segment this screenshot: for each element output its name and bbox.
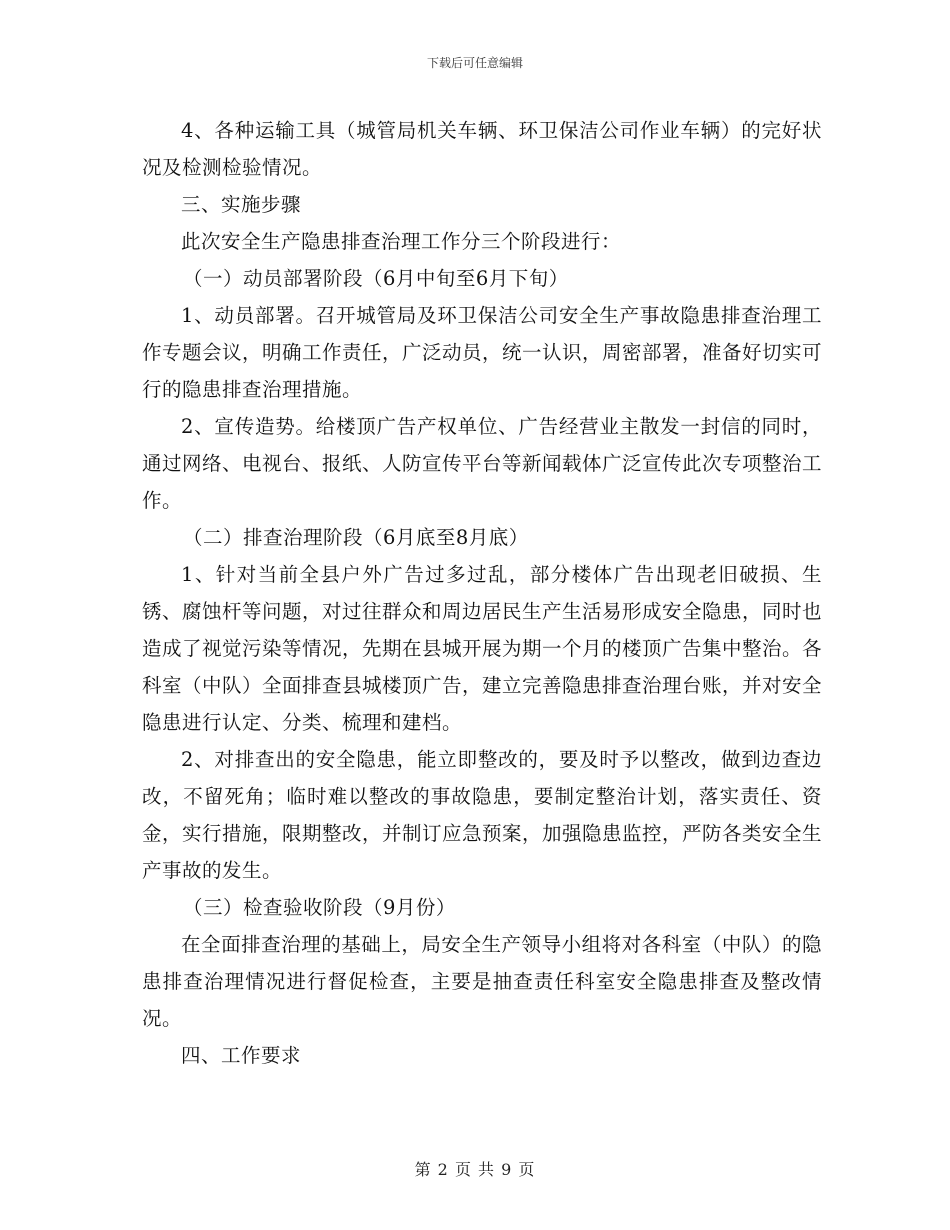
- subheading-acceptance-stage: （三）检查验收阶段（9月份）: [182, 896, 456, 919]
- page-header-note: 下载后可任意编辑: [426, 56, 523, 70]
- paragraph-publicity: 2、宣传造势。给楼顶广告产权单位、广告经营业主散发一封信的同时，通过网络、电视台、报纸、人防宣传平台等新闻载体广泛宣传此次专项整治工作。: [142, 415, 823, 512]
- document-body: [142, 112, 822, 1074]
- page-number: 第 2 页 共 9 页: [414, 1160, 536, 1179]
- paragraph-three-stages: 此次安全生产隐患排查治理工作分三个阶段进行：: [181, 230, 622, 253]
- paragraph-outdoor-ads: 1、针对当前全县户外广告过多过乱，部分楼体广告出现老旧破损、生锈、腐蚀杆等问题，对过往群众和周边居民生产生活易形成安全隐患，同时也造成了视觉污染等情况，先期在县城开展为期一个月的楼顶广告集中整治。各科室（中队）全面排查县城楼顶广告，建立完善隐患排查治理台账，并对安全隐患进行认定、分类、梳理和建档。: [142, 563, 823, 734]
- section-heading-implementation-steps: 三、实施步骤: [181, 193, 302, 216]
- paragraph-inspection: 在全面排查治理的基础上，局安全生产领导小组将对各科室（中队）的隐患排查治理情况进行督促检查，主要是抽查责任科室安全隐患排查及整改情况。: [142, 933, 822, 1030]
- section-heading-work-requirements: 四、工作要求: [181, 1044, 302, 1067]
- paragraph-mobilization: 1、动员部署。召开城管局及环卫保洁公司安全生产事故隐患排查治理工作专题会议，明确工作责任，广泛动员，统一认识，周密部署，准备好切实可行的隐患排查治理措施。: [142, 304, 823, 401]
- paragraph-transport-inspection: 4、各种运输工具（城管局机关车辆、环卫保洁公司作业车辆）的完好状况及检测检验情况。: [142, 119, 822, 179]
- paragraph-rectification: 2、对排查出的安全隐患，能立即整改的，要及时予以整改，做到边查边改，不留死角；临时难以整改的事故隐患，要制定整治计划，落实责任、资金，实行措施，限期整改，并制订应急预案，加强隐患监控，严防各类安全生产事故的发生。: [142, 748, 823, 882]
- subheading-mobilization-stage: （一）动员部署阶段（6月中旬至6月下旬）: [182, 267, 569, 290]
- subheading-investigation-stage: （二）排查治理阶段（6月底至8月底）: [182, 526, 529, 549]
